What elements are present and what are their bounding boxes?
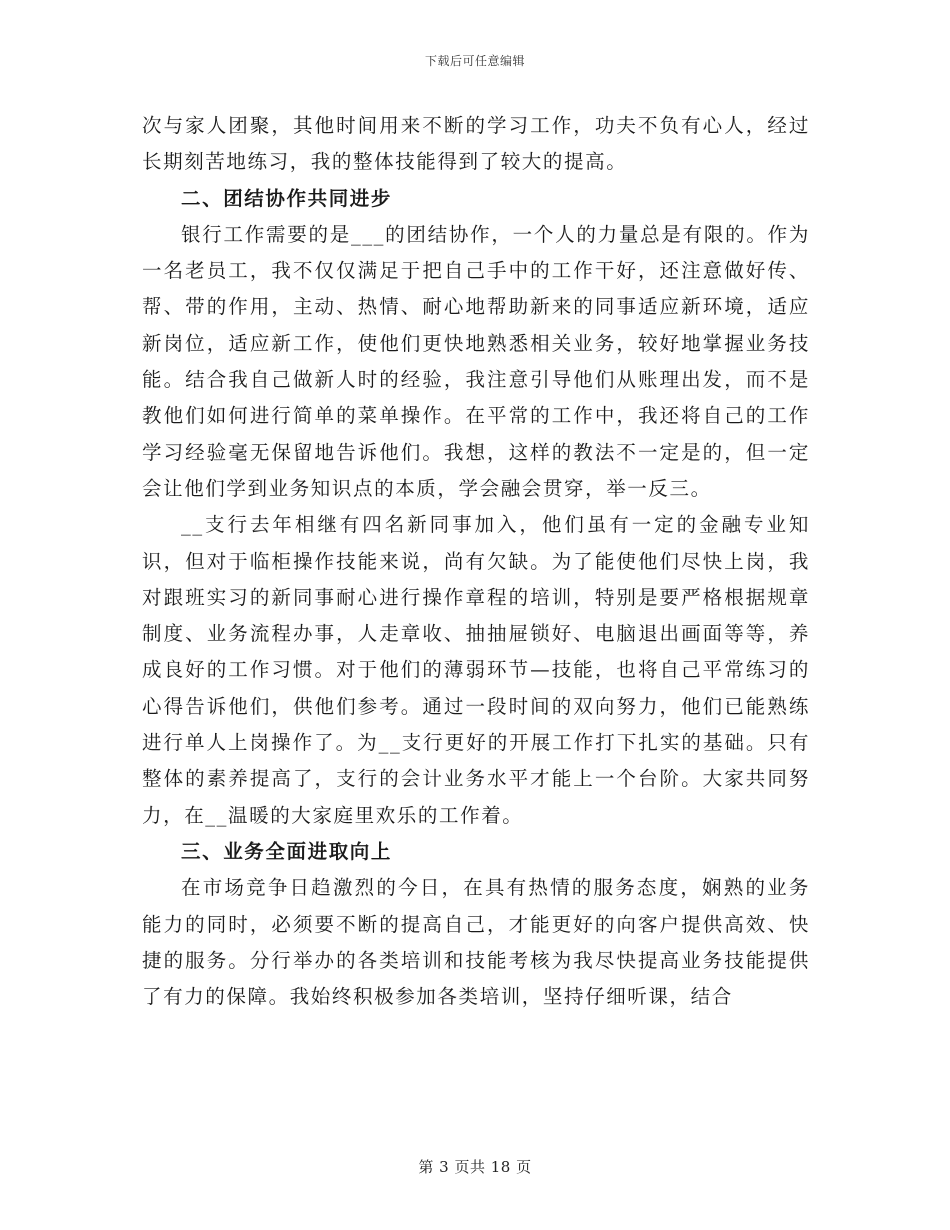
paragraph-continued: 次与家人团聚，其他时间用来不断的学习工作，功夫不负有心人，经过长期刻苦地练习，我的整体技能得到了较大的提高。 (142, 114, 810, 174)
paragraph-business: 在市场竞争日趋激烈的今日，在具有热情的服务态度，娴熟的业务能力的同时，必须要不断的提高自己，才能更好的向客户提供高效、快捷的服务。分行举办的各类培训和技能考核为我尽快提高业务技能提供了有力的保障。我始终积极参加各类培训，坚持仔细听课，结合 (142, 876, 810, 1009)
page-header: 下载后可任意编辑 (424, 54, 525, 68)
document-body (142, 108, 810, 1015)
page-footer: 第 3 页共 18 页 (418, 1158, 532, 1176)
section-heading-3: 三、业务全面进取向上 (181, 839, 393, 863)
paragraph-teamwork: 银行工作需要的是___的团结协作，一个人的力量总是有限的。作为一名老员工，我不仅仅满足于把自己手中的工作干好，还注意做好传、帮、带的作用，主动、热情、耐心地帮助新来的同事适应新环境，适应新岗位，适应新工作，使他们更快地熟悉相关业务，较好地掌握业务技能。结合我自己做新人时的经验，我注意引导他们从账理出发，而不是教他们如何进行简单的菜单操作。在平常的工作中，我还将自己的工作学习经验毫无保留地告诉他们。我想，这样的教法不一定是的，但一定会让他们学到业务知识点的本质，学会融会贯穿，举一反三。 (142, 222, 810, 500)
paragraph-new-colleagues: __支行去年相继有四名新同事加入，他们虽有一定的金融专业知识，但对于临柜操作技能来说，尚有欠缺。为了能使他们尽快上岗，我对跟班实习的新同事耐心进行操作章程的培训，特别是要严格根据规章制度、业务流程办事，人走章收、抽抽屉锁好、电脑退出画面等等，养成良好的工作习惯。对于他们的薄弱环节—技能，也将自己平常练习的心得告诉他们，供他们参考。通过一段时间的双向努力，他们已能熟练进行单人上岗操作了。为__支行更好的开展工作打下扎实的基础。只有整体的素养提高了，支行的会计业务水平才能上一个台阶。大家共同努力，在__温暖的大家庭里欢乐的工作着。 (142, 513, 810, 827)
section-heading-2: 二、团结协作共同进步 (181, 186, 393, 210)
